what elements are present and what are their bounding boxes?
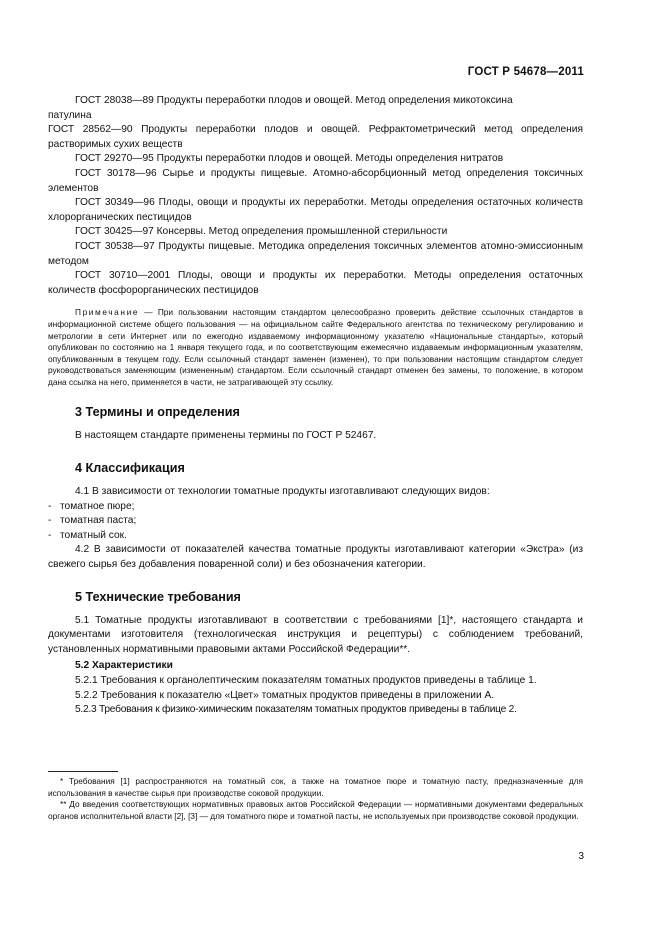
section-5-2-title: 5.2 Характеристики [75,660,173,672]
list-item: - томатный сок. [48,529,583,544]
list-item: - томатная паста; [48,514,583,529]
footnote-separator [48,771,118,772]
section-4-1: 4.1 В зависимости от технологии томатные продукты изготавливают следующих видов: [75,486,490,498]
list-dash: - [48,529,52,541]
section-4-2: 4.2 В зависимости от показателей качества томатные продукты изготавливают категории «Экстра» (из свежего сырья без добавления поваренной соли) и без обозначения категории. [48,544,583,571]
reference-item: ГОСТ 30178—96 Сырье и продукты пищевые. Атомно-абсорбционный метод определения токсичных элементов [48,167,583,194]
section-5-2-1: 5.2.1 Требования к органолептическим показателям томатных продуктов приведены в таблице 1. [75,675,537,686]
normative-references [48,94,583,298]
note-text: — При пользовании настоящим стандартом целесообразно проверить действие ссылочных стандартов в информационной системе общего пользования — на официальном сайте Федерального агентства по техническому регулированию и метрологии в сети Интернет или по ежегодно издаваемому информационному указателю «Национальные стандарты», который опубликован по состоянию на 1 января текущего года, и по соответствующим ежемесячно издаваемым информационным указателям, опубликованным в текущем году. Если ссылочный стандарт заменен (изменен), то при пользовании настоящим стандартом следует руководствоваться заменяющим (измененным) стандартом. Если ссылочный стандарт отменен без замены, то положение, в котором дана ссылка на него, применяется в части, не затрагивающей эту ссылку. [48,307,583,387]
list-dash: - [48,500,52,512]
reference-item: ГОСТ 30349—96 Плоды, овощи и продукты их переработки. Методы определения остаточных количеств хлорорганических пестицидов [48,197,583,223]
note-lead: Примечание [75,307,140,318]
product-types-list [48,500,583,544]
list-item: - томатное пюре; [48,500,583,515]
reference-item: ГОСТ 28562—90 Продукты переработки плодов и овощей. Рефрактометрический метод определения растворимых сухих веществ [48,124,583,150]
footnote-1: * Требования [1] распространяются на томатный сок, а также на томатное пюре и томатную пасту, предназначенные для использования в качестве сырья при производстве соковой продукции. [48,776,583,798]
section-4-title: 4 Классификация [75,461,185,476]
document-code: ГОСТ Р 54678—2011 [467,66,584,78]
list-dash: - [48,515,52,527]
page-number: 3 [578,851,584,862]
section-5-1: 5.1 Томатные продукты изготавливают в соответствии с требованиями [1]*, настоящего стандарта и документами изготовителя (технологическая инструкция и рецептуры) с соблюдением требований, установленных нормативными правовыми актами Российской Федерации**. [48,614,583,655]
section-5-2-3: 5.2.3 Требования к физико-химическим показателям томатных продуктов приведены в таблице 2. [75,704,517,716]
reference-item: патулина [48,109,92,121]
section-3-text: В настоящем стандарте применены термины по ГОСТ Р 52467. [75,430,377,442]
reference-item: ГОСТ 30538—97 Продукты пищевые. Методика определения токсичных элементов атомно-эмиссионным методом [48,240,583,267]
reference-item: ГОСТ 30710—2001 Плоды, овощи и продукты их переработки. Методы определения остаточных количеств фосфорорганических пестицидов [48,270,583,296]
reference-item: ГОСТ 29270—95 Продукты переработки плодов и овощей. Методы определения нитратов [75,153,504,165]
section-5-title: 5 Технические требования [75,589,241,604]
reference-item: ГОСТ 28038—89 Продукты переработки плодов и овощей. Метод определения микотоксина [75,95,513,106]
section-5-2-2: 5.2.2 Требования к показателю «Цвет» томатных продуктов приведены в приложении А. [75,689,495,701]
footnotes [48,776,583,822]
references-note [48,307,583,388]
main-content [48,94,583,718]
section-3-title: 3 Термины и определения [75,405,240,420]
reference-item: ГОСТ 30425—97 Консервы. Метод определения промышленной стерильности [75,226,448,238]
footnote-2: ** До введения соответствующих нормативных правовых актов Российской Федерации — нормативными документами федеральных органов исполнительной власти [2], [3] — для томатного пюре и томатной пасты, не используемых при производстве соковой продукции. [48,799,583,821]
